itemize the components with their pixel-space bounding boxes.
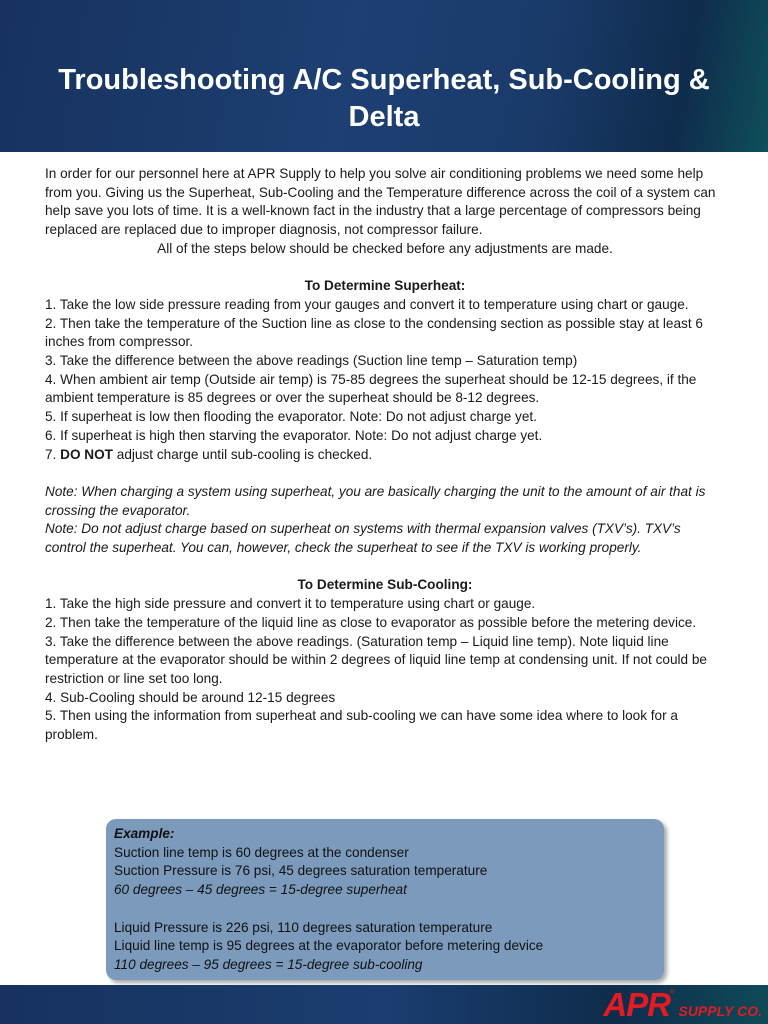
subcooling-step: 1. Take the high side pressure and convert it to temperature using chart or gauge. (45, 596, 536, 612)
superheat-step: 5. If superheat is low then flooding the evaporator. Note: Do not adjust charge yet. (45, 409, 537, 425)
superheat-note: Note: When charging a system using superheat, you are basically charging the unit to the amount of air that is crossing the evaporator. (45, 483, 706, 518)
logo-sub-text: SUPPLY CO. (678, 1003, 762, 1019)
example-line: Suction line temp is 60 degrees at the condenser (114, 844, 409, 860)
superheat-step-7 (45, 446, 725, 465)
example-label: Example: (114, 826, 175, 841)
example-result: 60 degrees – 45 degrees = 15-degree superheat (114, 882, 407, 898)
step7-number: 7. (45, 446, 57, 462)
example-box (106, 819, 664, 980)
superheat-step: 3. Take the difference between the above readings (Suction line temp – Saturation temp) (45, 353, 578, 369)
logo-registered-mark: ® (670, 990, 675, 996)
all-steps-note: All of the steps below should be checked before any adjustments are made. (157, 240, 613, 256)
example-line: Liquid Pressure is 226 psi, 110 degrees saturation temperature (114, 919, 493, 935)
subcooling-step: 3. Take the difference between the above readings. (Saturation temp – Liquid line temp). Note liquid line temperature at the evaporator should be within 2 degrees of liquid line temp at condensing unit. If not could be restriction or line set too long. (45, 633, 707, 686)
step7-emphasis: DO NOT (60, 446, 113, 462)
document-body (45, 165, 725, 745)
subcooling-step: 5. Then using the information from superheat and sub-cooling we can have some idea where to look for a problem. (45, 708, 678, 743)
superheat-step: 2. Then take the temperature of the Suction line as close to the condensing section as possible stay at least 6 inches from compressor. (45, 315, 703, 350)
superheat-heading: To Determine Superheat: (304, 278, 466, 294)
step7-text: adjust charge until sub-cooling is checked. (116, 446, 373, 462)
header-banner (0, 0, 768, 152)
example-line: Liquid line temp is 95 degrees at the evaporator before metering device (114, 938, 544, 954)
example-line: Suction Pressure is 76 psi, 45 degrees saturation temperature (114, 863, 488, 879)
apr-supply-logo (603, 986, 762, 1022)
superheat-note: Note: Do not adjust charge based on superheat on systems with thermal expansion valves (TXV’s). TXV’s control the superheat. You can, however, check the superheat to see if the TXV is working properly. (45, 521, 681, 556)
page-title: Troubleshooting A/C Superheat, Sub-Cooling & Delta (58, 64, 710, 133)
example-result: 110 degrees – 95 degrees = 15-degree sub-cooling (114, 956, 423, 972)
intro-paragraph: In order for our personnel here at APR Supply to help you solve air conditioning problems we need some help from you. Giving us the Superheat, Sub-Cooling and the Temperature difference across the coil of a system can help save you lots of time. It is a well-known fact in the industry that a large percentage of compressors being replaced are replaced due to improper diagnosis, not compressor failure. (45, 166, 716, 238)
superheat-step: 4. When ambient air temp (Outside air temp) is 75-85 degrees the superheat should be 12-15 degrees, if the ambient temperature is 85 degrees or over the superheat should be 8-12 degrees. (45, 371, 697, 406)
logo-main-text: APR (603, 986, 671, 1023)
subcooling-step: 2. Then take the temperature of the liquid line as close to evaporator as possible before the metering device. (45, 614, 697, 630)
superheat-step: 6. If superheat is high then starving the evaporator. Note: Do not adjust charge yet. (45, 427, 543, 443)
superheat-step: 1. Take the low side pressure reading from your gauges and convert it to temperature using chart or gauge. (45, 296, 689, 312)
subcooling-heading: To Determine Sub-Cooling: (297, 577, 473, 593)
subcooling-step: 4. Sub-Cooling should be around 12-15 degrees (45, 689, 336, 705)
